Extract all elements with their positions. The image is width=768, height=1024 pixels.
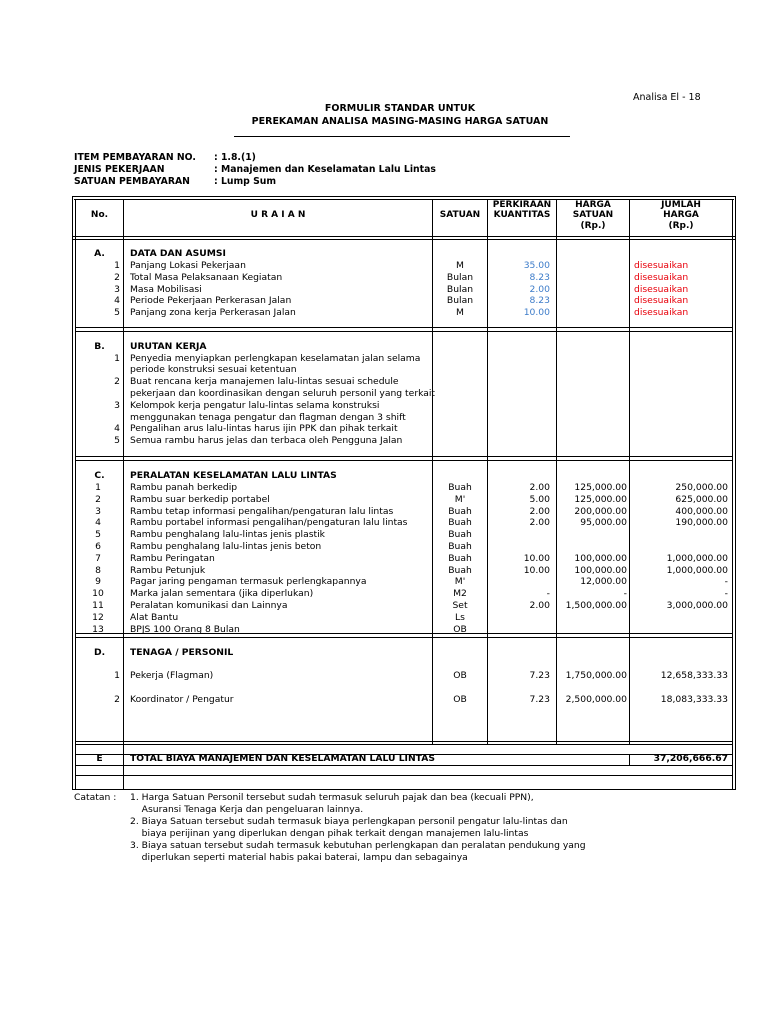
personnel-unit-price: 2,500,000.00 <box>565 694 627 705</box>
analysis-table <box>72 196 736 790</box>
step-number: 2 <box>114 376 120 388</box>
row-number: 3 <box>114 283 120 295</box>
equipment-quantity: 5.00 <box>529 493 550 505</box>
row-unit: M <box>456 260 464 271</box>
form-subtitle: PEREKAMAN ANALISA MASING-MASING HARGA SATUAN <box>251 116 549 127</box>
section-c-code: C. <box>94 470 105 481</box>
row-unit: Bulan <box>446 283 474 295</box>
step-text: Pengalihan arus lalu-lintas harus ijin PPK dan pihak terkait <box>130 423 398 435</box>
row-number: 5 <box>114 307 120 319</box>
equipment-total: 250,000.00 <box>675 482 728 493</box>
header-kuantitas-1: PERKIRAAN <box>492 200 552 210</box>
header-kuantitas-2: KUANTITAS <box>493 210 551 220</box>
equipment-description: Rambu penghalang lalu-lintas jenis plastik <box>130 529 325 541</box>
equipment-total: - <box>724 588 728 600</box>
row-unit: Bulan <box>446 295 474 307</box>
equipment-description: Rambu tetap informasi pengalihan/pengaturan lalu lintas <box>130 505 394 517</box>
equipment-unit-price: 100,000.00 <box>574 564 627 576</box>
equipment-unit: M' <box>454 576 466 588</box>
section-e-code: E <box>96 753 103 764</box>
equipment-description: Peralatan komunikasi dan Lainnya <box>130 600 288 611</box>
row-note: disesuaikan <box>634 307 689 319</box>
info-value-item: : 1.8.(1) <box>214 152 256 163</box>
equipment-unit: M' <box>454 493 466 505</box>
step-number: 3 <box>114 399 120 411</box>
equipment-unit-price: 125,000.00 <box>574 493 627 505</box>
note-line: 3. Biaya satuan tersebut sudah termasuk kebutuhan perlengkapan dan peralatan pendukung yang <box>130 840 586 851</box>
equipment-unit: Buah <box>448 529 472 541</box>
equipment-quantity: 2.00 <box>529 517 550 529</box>
header-harga-3: (Rp.) <box>580 221 606 231</box>
equipment-quantity: 10.00 <box>523 552 550 564</box>
step-text: pekerjaan dan koordinasikan dengan seluruh personil yang terkait <box>130 387 436 399</box>
note-line: 1. Harga Satuan Personil tersebut sudah termasuk seluruh pajak dan bea (kecuali PPN), <box>130 792 534 803</box>
equipment-number: 5 <box>95 529 101 541</box>
equipment-number: 11 <box>92 600 104 611</box>
note-line: diperlukan seperti material habis pakai baterai, lampu dan sebagainya <box>130 852 468 863</box>
step-text: Kelompok kerja pengatur lalu-lintas selama konstruksi <box>130 399 380 411</box>
title-underline <box>234 136 570 137</box>
equipment-description: Rambu panah berkedip <box>130 482 238 493</box>
row-number: 1 <box>114 260 120 271</box>
equipment-unit: Buah <box>448 541 472 552</box>
row-quantity: 8.23 <box>529 295 550 307</box>
note-line: biaya perijinan yang diperlukan dengan pihak terkait dengan manajemen lalu-lintas <box>130 828 529 839</box>
equipment-number: 9 <box>95 576 101 588</box>
equipment-unit-price: 200,000.00 <box>574 505 627 517</box>
row-description: Masa Mobilisasi <box>130 283 202 295</box>
row-unit: Bulan <box>446 271 474 283</box>
row-description: Periode Pekerjaan Perkerasan Jalan <box>130 295 292 307</box>
personnel-quantity: 7.23 <box>529 694 550 705</box>
header-uraian: U R A I A N <box>250 210 306 220</box>
equipment-number: 7 <box>95 552 101 564</box>
header-no: No. <box>90 210 109 220</box>
note-line: Asuransi Tenaga Kerja dan pengeluaran lainnya. <box>130 804 364 815</box>
equipment-quantity: 2.00 <box>529 600 550 611</box>
info-label-jenis: JENIS PEKERJAAN <box>74 164 165 175</box>
row-quantity: 2.00 <box>529 283 550 295</box>
equipment-number: 4 <box>95 517 101 529</box>
section-c-title: PERALATAN KESELAMATAN LALU LINTAS <box>130 470 337 481</box>
equipment-unit-price: 125,000.00 <box>574 482 627 493</box>
info-value-jenis: : Manajemen dan Keselamatan Lalu Lintas <box>214 164 436 175</box>
info-value-satuan: : Lump Sum <box>214 176 277 187</box>
equipment-description: Rambu portabel informasi pengalihan/pengaturan lalu lintas <box>130 517 408 529</box>
equipment-description: Rambu suar berkedip portabel <box>130 493 270 505</box>
notes-label: Catatan : <box>74 792 117 803</box>
equipment-total: - <box>724 576 728 588</box>
equipment-quantity: - <box>546 588 550 600</box>
equipment-total: 625,000.00 <box>675 493 728 505</box>
step-number: 4 <box>114 423 120 435</box>
section-e-title: TOTAL BIAYA MANAJEMEN DAN KESELAMATAN LALU LINTAS <box>130 753 435 764</box>
equipment-description: Rambu penghalang lalu-lintas jenis beton <box>130 541 322 552</box>
row-quantity: 10.00 <box>523 307 550 319</box>
equipment-description: Rambu Petunjuk <box>130 564 206 576</box>
equipment-description: Marka jalan sementara (jika diperlukan) <box>130 588 314 600</box>
equipment-unit: Buah <box>448 564 472 576</box>
equipment-unit-price: - <box>623 588 627 600</box>
row-quantity: 35.00 <box>523 260 550 271</box>
row-unit: M <box>456 307 464 319</box>
row-note: disesuaikan <box>634 271 689 283</box>
personnel-description: Koordinator / Pengatur <box>130 694 234 705</box>
header-jumlah-3: (Rp.) <box>668 221 694 231</box>
equipment-description: Rambu Peringatan <box>130 552 215 564</box>
section-d-code: D. <box>93 647 106 658</box>
equipment-quantity: 10.00 <box>523 564 550 576</box>
personnel-total: 18,083,333.33 <box>660 694 728 705</box>
form-title: FORMULIR STANDAR UNTUK <box>324 103 476 114</box>
section-b-code: B. <box>94 341 105 352</box>
equipment-unit-price: 100,000.00 <box>574 552 627 564</box>
section-a-code: A. <box>94 248 105 259</box>
step-text: menggunakan tenaga pengatur dan flagman dengan 3 shift <box>130 411 406 423</box>
equipment-number: 12 <box>92 611 104 623</box>
step-text: periode konstruksi sesuai ketentuan <box>130 364 297 376</box>
equipment-unit: Buah <box>448 505 472 517</box>
row-note: disesuaikan <box>634 295 689 307</box>
section-a-title: DATA DAN ASUMSI <box>130 248 226 259</box>
personnel-description: Pekerja (Flagman) <box>130 670 214 681</box>
equipment-number: 2 <box>95 493 101 505</box>
header-satuan: SATUAN <box>439 210 481 220</box>
equipment-unit-price: 95,000.00 <box>580 517 627 529</box>
equipment-total: 1,000,000.00 <box>666 564 728 576</box>
document-reference: Analisa El - 18 <box>633 92 701 103</box>
equipment-unit: M2 <box>453 588 467 600</box>
section-b-title: URUTAN KERJA <box>130 341 207 352</box>
step-text: Penyedia menyiapkan perlengkapan keselamatan jalan selama <box>130 352 421 364</box>
equipment-unit: OB <box>453 623 467 635</box>
row-description: Panjang zona kerja Perkerasan Jalan <box>130 307 296 319</box>
equipment-number: 1 <box>95 482 101 493</box>
equipment-total: 190,000.00 <box>675 517 728 529</box>
personnel-quantity: 7.23 <box>529 670 550 681</box>
personnel-number: 1 <box>114 670 120 681</box>
equipment-unit-price: 12,000.00 <box>580 576 627 588</box>
step-text: Semua rambu harus jelas dan terbaca oleh Pengguna Jalan <box>130 435 403 447</box>
row-description: Panjang Lokasi Pekerjaan <box>130 260 246 271</box>
notes-list <box>130 792 586 864</box>
header-jumlah-1: JUMLAH <box>661 200 701 210</box>
header-harga-2: SATUAN <box>572 210 614 220</box>
equipment-unit-price: 1,500,000.00 <box>565 600 627 611</box>
equipment-unit: Buah <box>448 482 472 493</box>
equipment-unit: Buah <box>448 552 472 564</box>
equipment-unit: Buah <box>448 517 472 529</box>
row-quantity: 8.23 <box>529 271 550 283</box>
personnel-unit: OB <box>453 670 467 681</box>
equipment-description: Pagar jaring pengaman termasuk perlengkapannya <box>130 576 367 588</box>
personnel-total: 12,658,333.33 <box>660 670 728 681</box>
row-note: disesuaikan <box>634 283 689 295</box>
header-jumlah-2: HARGA <box>663 210 699 220</box>
equipment-quantity: 2.00 <box>529 505 550 517</box>
step-text: Buat rencana kerja manajemen lalu-lintas sesuai schedule <box>130 376 399 388</box>
row-number: 2 <box>114 271 120 283</box>
equipment-total: 400,000.00 <box>675 505 728 517</box>
equipment-total: 1,000,000.00 <box>666 552 728 564</box>
equipment-number: 8 <box>95 564 101 576</box>
section-d-title: TENAGA / PERSONIL <box>130 647 234 658</box>
personnel-unit: OB <box>453 694 467 705</box>
note-line: 2. Biaya Satuan tersebut sudah termasuk biaya perlengkapan personil pengatur lalu-lintas dan <box>130 816 568 827</box>
equipment-quantity: 2.00 <box>529 482 550 493</box>
info-label-item: ITEM PEMBAYARAN NO. <box>74 152 196 163</box>
info-label-satuan: SATUAN PEMBAYARAN <box>74 176 190 187</box>
equipment-unit: Set <box>452 600 468 611</box>
row-description: Total Masa Pelaksanaan Kegiatan <box>130 271 283 283</box>
equipment-number: 10 <box>92 588 104 600</box>
equipment-number: 6 <box>95 541 101 552</box>
equipment-number: 13 <box>92 623 104 635</box>
step-number: 5 <box>114 435 120 447</box>
row-number: 4 <box>114 295 120 307</box>
row-note: disesuaikan <box>634 260 689 271</box>
header-harga-1: HARGA <box>575 200 611 210</box>
section-e-total: 37,206,666.67 <box>653 753 728 764</box>
personnel-unit-price: 1,750,000.00 <box>565 670 627 681</box>
personnel-number: 2 <box>114 694 120 705</box>
equipment-unit: Ls <box>455 611 465 623</box>
equipment-number: 3 <box>95 505 101 517</box>
equipment-description: Alat Bantu <box>130 611 179 623</box>
equipment-total: 3,000,000.00 <box>666 600 728 611</box>
step-number: 1 <box>114 352 120 364</box>
equipment-description: BPJS 100 Orang 8 Bulan <box>130 623 240 635</box>
